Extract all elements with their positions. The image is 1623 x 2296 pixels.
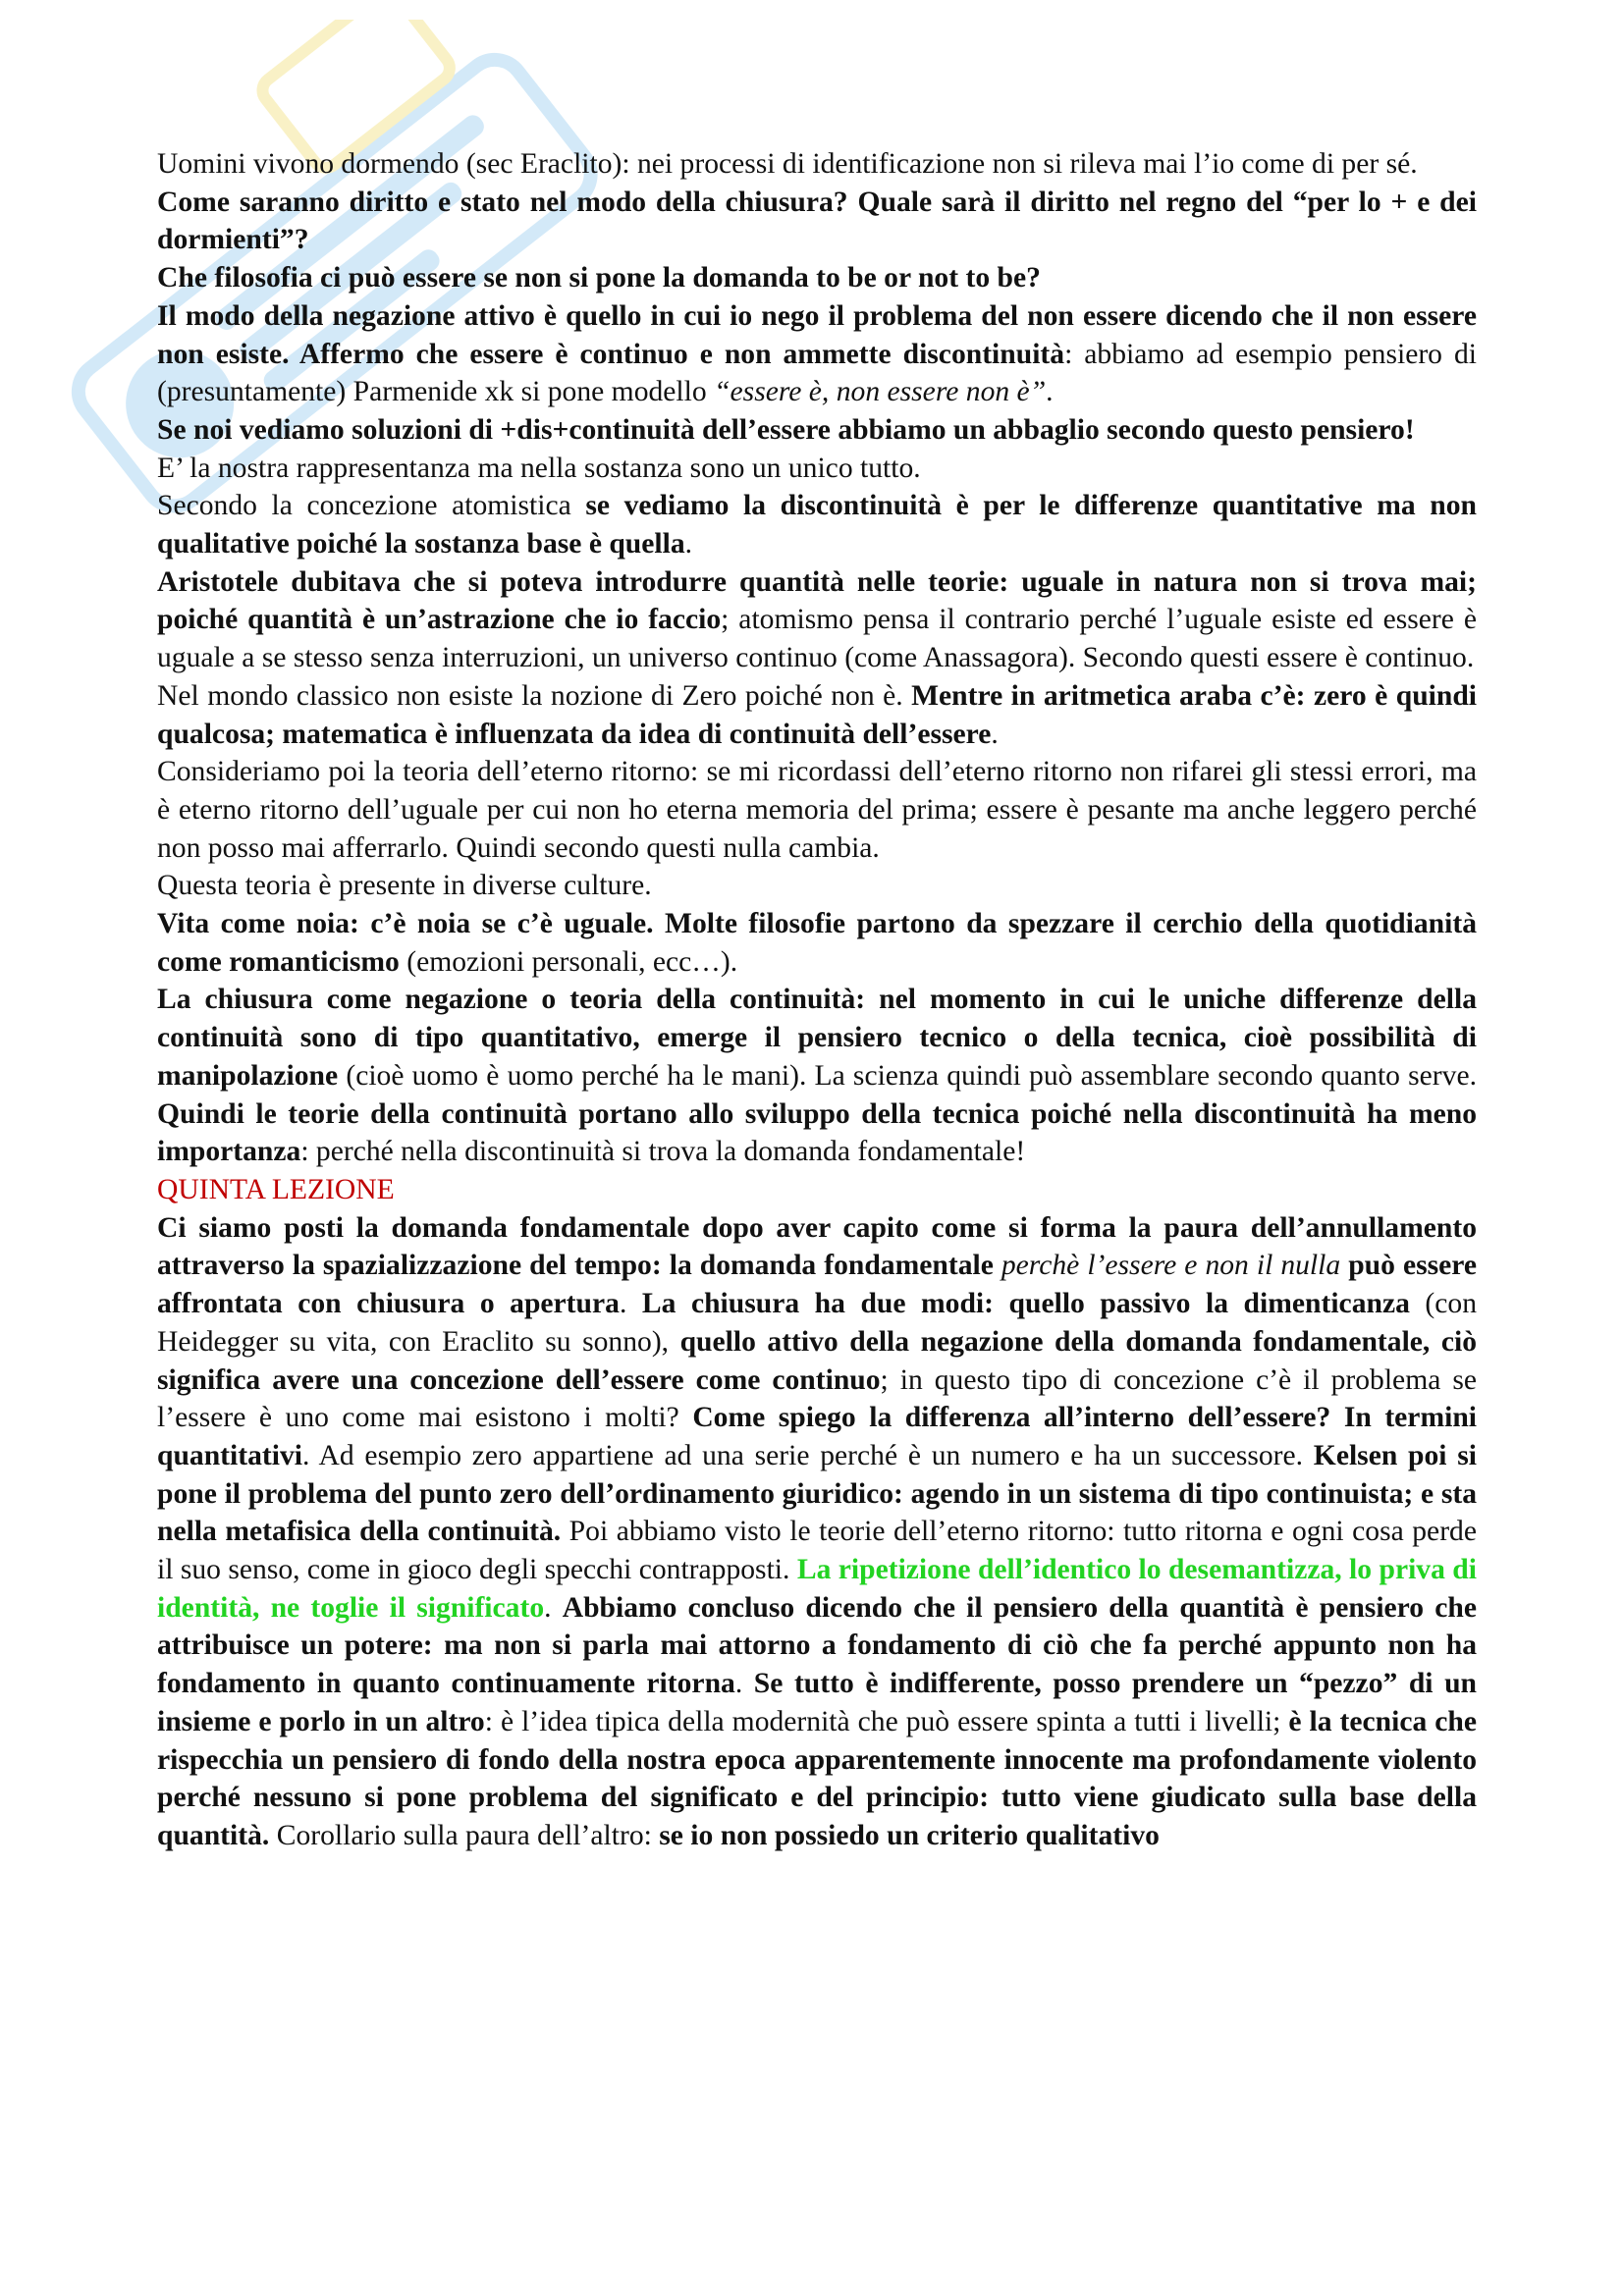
text-run: Che filosofia ci può essere se non si pone la domanda to be or not to be? (157, 262, 1041, 294)
text-run: (con Heidegger su vita, con Eraclito su sonno), (157, 1288, 1478, 1358)
text-run: Questa teoria è presente in diverse culture. (157, 870, 652, 902)
text-run: . (1046, 376, 1054, 408)
text-run: E’ la nostra rappresentanza ma nella sostanza sono un unico tutto. (157, 452, 921, 484)
text-run: La ripetizione dell’identico lo desemantizza, lo priva di identità, ne toglie il significato (157, 1554, 1477, 1624)
text-run: Consideriamo poi la teoria dell’eterno ritorno: se mi ricordassi dell’eterno ritorno non rifarei gli stessi errori, ma è eterno ritorno dell’uguale per cui non ho eterna memoria del prima; essere è pesante ma anche leggero perché non posso mai afferrarlo. Quindi secondo questi nulla cambia. (157, 756, 1477, 864)
paragraph (157, 450, 1477, 488)
paragraph (157, 981, 1477, 1171)
text-run: Quindi le teorie della continuità portano allo sviluppo della tecnica poiché nella discontinuità ha meno importanza (157, 1097, 1477, 1168)
document-body-bottom (157, 1209, 1477, 1855)
text-run: può essere affrontata con chiusura o apertura (157, 1250, 1477, 1320)
text-run: La chiusura come negazione o teoria della continuità: nel momento in cui le uniche differenze della continuità sono di tipo quantitativo, emerge il pensiero tecnico o della tecnica, cioè possibilità di manipolazione (157, 984, 1477, 1092)
text-run: Nel mondo classico non esiste la nozione di Zero poiché non è. (157, 679, 912, 712)
paragraph (157, 184, 1477, 259)
document-page (157, 145, 1477, 1855)
paragraph (157, 905, 1477, 981)
text-run: Vita come noia: c’è noia se c’è uguale. Molte filosofie partono da spezzare il cerchio della quotidianità come romanticismo (157, 908, 1477, 978)
paragraph (157, 487, 1477, 562)
text-run: Poi abbiamo visto le teorie dell’eterno ritorno: tutto ritorna e ogni cosa perde il suo senso, come in gioco degli specchi contrapposti. (157, 1516, 1477, 1586)
text-run: Abbiamo concluso dicendo che il pensiero della quantità è pensiero che attribuisce un potere: ma non si parla mai attorno a fondamento di ciò che fa perché appunto non ha fondamento in quanto continuamente ritorna (157, 1591, 1477, 1700)
text-run: “essere è, non essere non è” (714, 376, 1047, 408)
text-run: quello attivo della negazione della domanda fondamentale, ciò significa avere una concezione dell’essere come continuo (157, 1325, 1477, 1396)
text-run: La chiusura ha due modi: quello passivo la dimenticanza (641, 1288, 1410, 1320)
paragraph (157, 145, 1477, 184)
document-body-top (157, 145, 1477, 1171)
text-run: perchè l’essere e non il nulla (1001, 1250, 1341, 1282)
text-run: (emozioni personali, ecc…). (399, 945, 738, 978)
text-run: : perché nella discontinuità si trova la domanda fondamentale! (300, 1136, 1026, 1168)
text-run: Corollario sulla paura dell’altro: (269, 1819, 660, 1851)
text-run: . (991, 718, 999, 750)
text-run: Ci siamo posti la domanda fondamentale dopo aver capito come si forma la paura dell’annullamento attraverso la spazializzazione del tempo: la domanda fondamentale (157, 1211, 1477, 1282)
paragraph (157, 867, 1477, 905)
text-run: Se tutto è indifferente, posso prendere un “pezzo” di un insieme e porlo in un altro (157, 1668, 1478, 1737)
text-run: se io non possiedo un criterio qualitativo (659, 1819, 1160, 1851)
section-title: QUINTA LEZIONE (157, 1173, 395, 1205)
text-run: . (734, 1668, 754, 1700)
text-run: Aristotele dubitava che si poteva introdurre quantità nelle teorie: uguale in natura non si trova mai; poiché quantità è un’astrazione che io faccio (157, 565, 1477, 636)
paragraph (157, 411, 1477, 450)
text-run: se vediamo la discontinuità è per le differenze quantitative ma non qualitative poiché la sostanza base è quella (157, 490, 1477, 561)
text-run: Se noi vediamo soluzioni di +dis+continuità dell’essere abbiamo un abbaglio secondo questo pensiero! (157, 413, 1415, 446)
text-run: è la tecnica che rispecchia un pensiero di fondo della nostra epoca apparentemente innocente ma profondamente violento perché nessuno si pone problema del significato e del principio: tutto viene giudicato sulla base della quantità. (157, 1705, 1477, 1851)
text-run: . Ad esempio zero appartiene ad una serie perché è un numero e ha un successore. (302, 1439, 1314, 1471)
text-run: Come spiego la differenza all’interno dell’essere? In termini quantitativi (157, 1402, 1477, 1471)
text-run: Uomini vivono dormendo (sec Eraclito): nei processi di identificazione non si rileva mai l’io come di per sé. (157, 148, 1418, 180)
text-run: Come saranno diritto e stato nel modo della chiusura? Quale sarà il diritto nel regno del “per lo + e dei dormienti”? (157, 186, 1477, 256)
text-run: . (619, 1288, 642, 1320)
paragraph (157, 297, 1477, 411)
paragraph (157, 677, 1477, 753)
text-run: : abbiamo ad esempio pensiero di (presuntamente) Parmenide xk si pone modello (157, 338, 1477, 408)
text-run: (cioè uomo è uomo perché ha le mani). La scienza quindi può assemblare secondo quanto serve. (338, 1059, 1477, 1092)
paragraph (157, 563, 1477, 677)
text-run: Kelsen poi si pone il problema del punto zero dell’ordinamento giuridico: agendo in un sistema di tipo continuista; e sta nella metafisica della continuità. (157, 1439, 1477, 1548)
text-run: ; atomismo pensa il contrario perché l’uguale esiste ed essere è uguale a se stesso senza interruzioni, un universo continuo (come Anassagora). Secondo questi essere è continuo. (157, 604, 1477, 674)
text-run: : è l’idea tipica della modernità che può essere spinta a tutti i livelli; (484, 1705, 1289, 1737)
paragraph (157, 259, 1477, 297)
text-run: ; in questo tipo di concezione c’è il problema se l’essere è uno come mai esistono i molti? (157, 1363, 1477, 1434)
paragraph (157, 1209, 1477, 1855)
text-run: Il modo della negazione attivo è quello in cui io nego il problema del non essere dicendo che il non essere non esiste. Affermo che essere è continuo e non ammette discontinuità (157, 299, 1477, 370)
text-run: Mentre in aritmetica araba c’è: zero è quindi qualcosa; matematica è influenzata da idea di continuità dell’essere (157, 679, 1478, 750)
text-run: Secondo la concezione atomistica (157, 490, 586, 522)
text-run: . (544, 1591, 563, 1624)
paragraph (157, 753, 1477, 867)
text-run: . (684, 528, 693, 561)
